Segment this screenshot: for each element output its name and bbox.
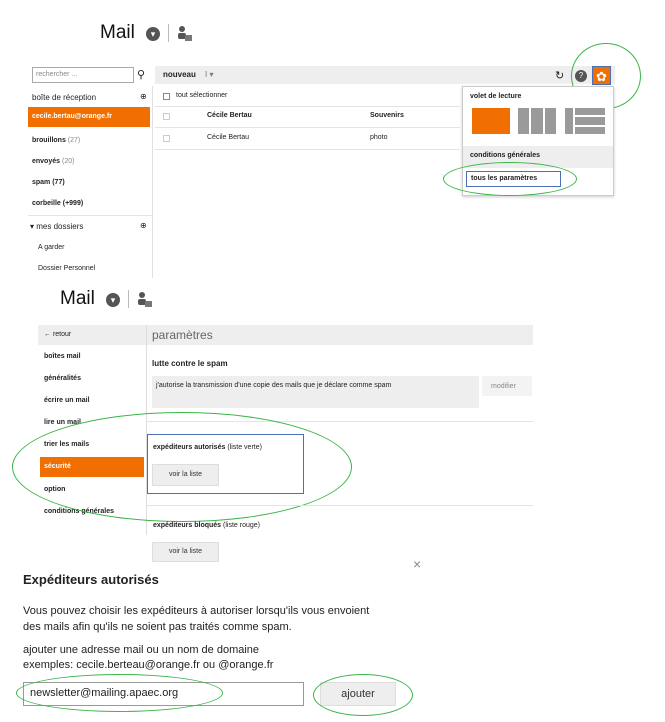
new-dropdown-icon[interactable]: I ▾ [205, 70, 214, 79]
search-placeholder: rechercher ... [36, 71, 78, 78]
gear-icon[interactable]: ✿ [592, 66, 611, 85]
new-button[interactable]: nouveau [163, 70, 196, 79]
select-all-label: tout sélectionner [176, 92, 228, 99]
view-blocked-list-button[interactable]: voir la liste [152, 542, 219, 562]
blocked-senders-title: expéditeurs bloqués (liste rouge) [153, 522, 260, 529]
sidebar-folder-2[interactable]: Dossier Personnel [38, 265, 96, 272]
toolbar [155, 66, 615, 84]
contacts-icon[interactable] [137, 291, 153, 309]
highlight-add-button [313, 674, 413, 716]
highlight-all-settings [443, 162, 577, 196]
all-settings-link[interactable]: tous les paramètres [466, 171, 561, 187]
row-from[interactable]: Cécile Bertau [207, 112, 252, 119]
row-subject[interactable]: Souvenirs [370, 112, 404, 119]
sidebar-trash[interactable]: corbeille (+999) [32, 200, 84, 207]
app-title: Mail [60, 288, 95, 309]
refresh-icon[interactable]: ↻ [555, 70, 565, 82]
sidebar-drafts[interactable]: brouillons (27) [32, 137, 81, 144]
reading-pane-option-columns[interactable] [518, 108, 556, 134]
row-checkbox[interactable] [163, 113, 170, 120]
add-icon[interactable]: ⊕ [140, 92, 147, 101]
nav-sort[interactable]: trier les mails [44, 441, 90, 448]
search-input[interactable] [32, 67, 134, 83]
nav-option[interactable]: option [44, 486, 66, 493]
nav-general[interactable]: généralités [44, 375, 81, 382]
sidebar-sent[interactable]: envoyés (20) [32, 158, 75, 165]
help-icon[interactable]: ? [575, 70, 587, 82]
row-checkbox[interactable] [163, 135, 170, 142]
add-folder-icon[interactable]: ⊕ [140, 221, 147, 230]
chevron-down-icon[interactable]: ▾ [106, 293, 120, 307]
dialog-description: Vous pouvez choisir les expéditeurs à autoriser lorsqu'ils vous envoient des mails afin qu'ils ne soient pas traités comme spam. [23, 605, 370, 633]
add-button[interactable]: ajouter [320, 682, 396, 706]
select-all-checkbox[interactable] [163, 93, 170, 100]
sidebar-account[interactable]: cecile.bertau@orange.fr [28, 107, 150, 127]
search-icon[interactable]: ⚲ [137, 69, 146, 81]
nav-read[interactable]: lire un mail [44, 419, 81, 426]
sender-input[interactable]: newsletter@mailing.apaec.org [23, 682, 304, 706]
reading-pane-option-rows[interactable] [565, 108, 605, 134]
dialog-title: Expéditeurs autorisés [23, 572, 159, 587]
app-title: Mail [100, 22, 135, 43]
divider [168, 24, 169, 42]
nav-terms[interactable]: conditions générales [44, 508, 115, 515]
spam-option-text: j'autorise la transmission d'une copie des mails que je déclare comme spam [156, 382, 392, 389]
nav-security[interactable]: sécurité [40, 457, 144, 477]
nav-write[interactable]: écrire un mail [44, 397, 90, 404]
row-from[interactable]: Cécile Bertau [207, 134, 250, 141]
modify-button[interactable]: modifier [491, 383, 516, 390]
reading-pane-title: volet de lecture [470, 93, 522, 100]
sidebar-folder-1[interactable]: A garder [38, 244, 65, 251]
dialog-hint: ajouter une adresse mail ou un nom de domaine exemples: cecile.berteau@orange.fr ou @orange.fr [23, 644, 274, 671]
close-icon[interactable]: × [413, 556, 422, 572]
reading-pane-option-right[interactable] [472, 108, 510, 134]
spam-option-box [152, 376, 479, 408]
sidebar-spam[interactable]: spam (77) [32, 179, 65, 186]
back-button[interactable]: ← retour [44, 331, 72, 338]
sidebar-inbox[interactable]: boîte de réception [32, 93, 97, 102]
terms-link[interactable]: conditions générales [470, 152, 541, 159]
view-allowed-list-button[interactable]: voir la liste [152, 464, 219, 486]
page-title: paramètres [152, 328, 213, 342]
settings-header-bar [38, 325, 533, 345]
spam-section-title: lutte contre le spam [152, 359, 228, 368]
divider [128, 290, 129, 308]
highlight-input [16, 674, 223, 712]
chevron-down-icon[interactable]: ▾ [146, 27, 160, 41]
row-subject[interactable]: photo [370, 134, 388, 141]
allowed-senders-title: expéditeurs autorisés (liste verte) [153, 444, 262, 451]
sidebar-folders[interactable]: ▾ mes dossiers [30, 222, 84, 231]
nav-mailboxes[interactable]: boîtes mail [44, 353, 81, 360]
contacts-icon[interactable] [177, 25, 193, 43]
